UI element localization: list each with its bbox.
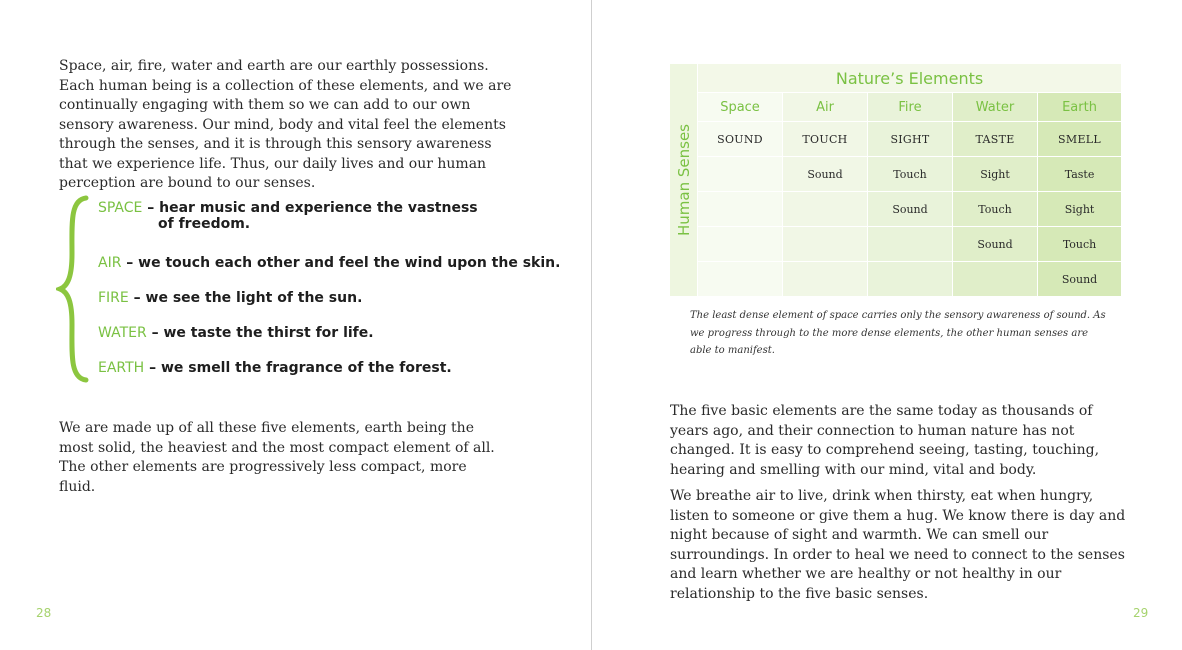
table-caption: The least dense element of space carries only the sensory awareness of sound. As we progress through to the more dense elements, the other human senses are able to manifest. (690, 310, 1106, 356)
table-header-fire: Fire (868, 93, 953, 122)
table-row (670, 262, 1122, 297)
table-row (670, 227, 1122, 262)
table-cell (698, 227, 783, 262)
page-number-right: 29 (1133, 606, 1149, 620)
table-header-water: Water (953, 93, 1038, 122)
table-cell: Taste (1038, 157, 1122, 192)
table-cell: SMELL (1038, 122, 1122, 157)
table-cell: Touch (953, 192, 1038, 227)
table-header-space: Space (698, 93, 783, 122)
body-paragraph-1: The five basic elements are the same today as thousands of years ago, and their connection to human nature has not changed. It is easy to comprehend seeing, tasting, touching, hearing and smelling with our mind, vital and body. (670, 403, 1100, 478)
body-paragraph-2: We breathe air to live, drink when thirsty, eat when hungry, listen to someone or give them a hug. We know there is day and night because of sight and warmth. We can smell our surroundings. In order to heal we need to connect to the senses and learn whether we are healthy or not healthy in our relationship to the five basic senses. (670, 488, 1126, 602)
table-cell (953, 262, 1038, 297)
page-number-left: 28 (36, 606, 52, 620)
table-cell: SOUND (698, 122, 783, 157)
table-side-label (670, 64, 698, 297)
table-cell (698, 157, 783, 192)
list-keyword: EARTH (98, 360, 145, 376)
list-keyword: FIRE (98, 290, 129, 306)
table-header-air: Air (783, 93, 868, 122)
intro-paragraph: Space, air, fire, water and earth are our earthly possessions. Each human being is a collection of these elements, and we are continually engaging with them so we can add to our own sensory awareness. Our mind, body and vital feel the elements through the senses, and it is through this sensory awareness that we experience life. Thus, our daily lives and our human perception are bound to our senses. (59, 58, 512, 191)
list-item-fire (98, 290, 362, 306)
table-cell: SIGHT (868, 122, 953, 157)
curly-brace-icon (56, 194, 90, 384)
table-cell: Sound (868, 192, 953, 227)
table-cell (868, 227, 953, 262)
table-cell (783, 192, 868, 227)
table-cell: Sound (783, 157, 868, 192)
list-item-water (98, 325, 374, 341)
table-cell (698, 192, 783, 227)
table-cell: TOUCH (783, 122, 868, 157)
table-row (670, 157, 1122, 192)
list-text: – hear music and experience the vastness (142, 200, 478, 216)
list-text: – we taste the thirst for life. (146, 325, 374, 341)
list-item-air (98, 255, 560, 271)
list-text: – we see the light of the sun. (128, 290, 363, 306)
table-cell: Sound (1038, 262, 1122, 297)
table-cell: TASTE (953, 122, 1038, 157)
table-cell (783, 262, 868, 297)
table-cell: Sight (1038, 192, 1122, 227)
table-cell: Touch (868, 157, 953, 192)
table-cell: Touch (1038, 227, 1122, 262)
table-row (670, 192, 1122, 227)
table-row (670, 122, 1122, 157)
list-item-earth (98, 360, 452, 376)
table-title: Nature’s Elements (698, 64, 1122, 93)
table-cell (783, 227, 868, 262)
table-header-earth: Earth (1038, 93, 1122, 122)
elements-senses-table (670, 64, 1122, 297)
table-cell: Sound (953, 227, 1038, 262)
outro-paragraph: We are made up of all these five elements, earth being the most solid, the heaviest and the most compact element of all. The other elements are progressively less compact, more fluid. (59, 420, 495, 495)
book-spine (591, 0, 592, 650)
table-cell: Sight (953, 157, 1038, 192)
table-cell (868, 262, 953, 297)
list-keyword: AIR (98, 255, 122, 271)
list-keyword: WATER (98, 325, 147, 341)
list-text: – we touch each other and feel the wind upon the skin. (121, 255, 561, 271)
list-item-space (98, 200, 478, 232)
side-label-text: Human Senses (674, 124, 693, 236)
list-keyword: SPACE (98, 200, 143, 216)
list-text: – we smell the fragrance of the forest. (144, 360, 452, 376)
list-text-continuation: of freedom. (158, 216, 251, 232)
table-cell (698, 262, 783, 297)
